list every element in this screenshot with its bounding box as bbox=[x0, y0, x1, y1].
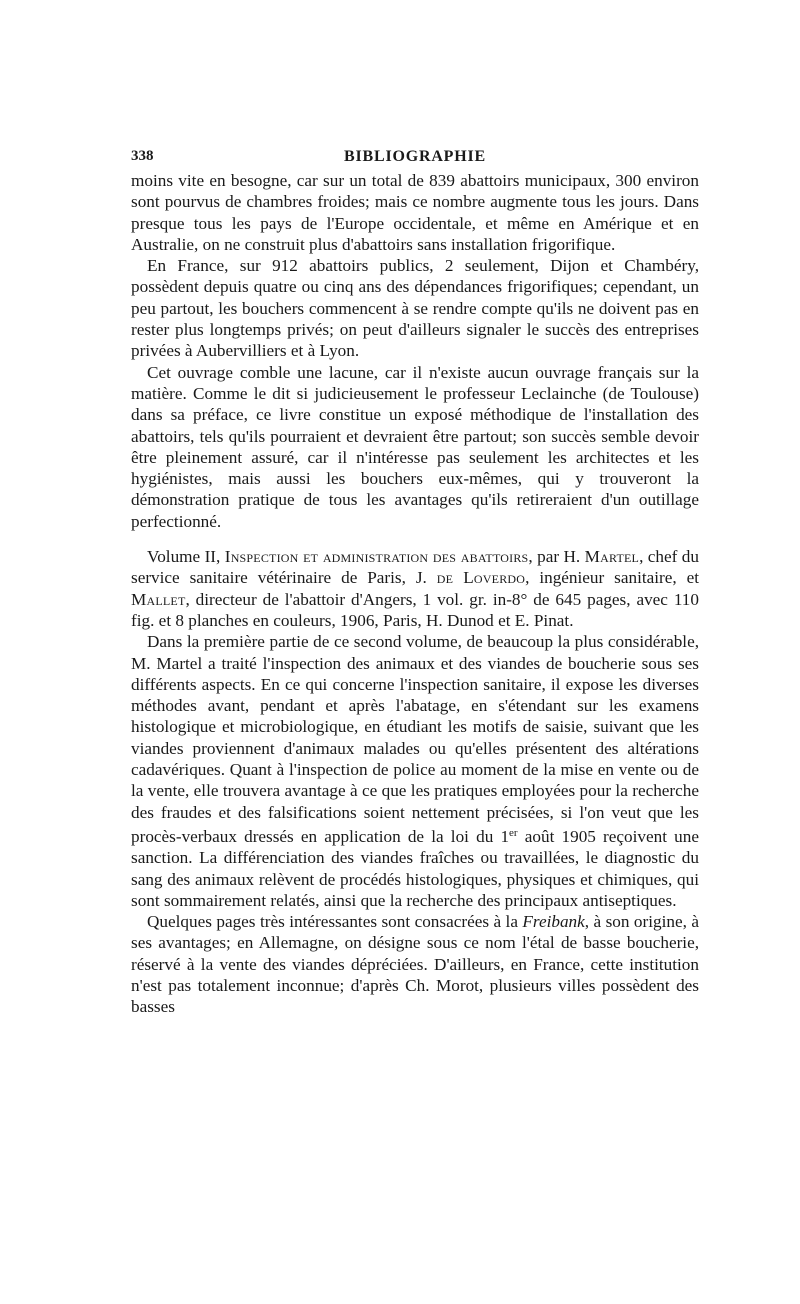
volume-entry-text-3: , chef du service sanitaire vétérinaire de Paris, J. bbox=[131, 547, 699, 588]
volume-title: Inspection et administration des abattoirs bbox=[224, 547, 529, 567]
inspection-text-1: Dans la première partie de ce second volume, de beaucoup la plus considérable, M. Martel a traité l'inspection des animaux et des viandes de boucherie sous ses différents aspects. En ce qui concerne l'inspection sanitaire, il expose les diverses méthodes avant, pendant et après l'abatage, en s'étendant sur les examens histologique et microbiologique, en étudiant les motifs de saisie, suivant que les viandes proviennent d'animaux malades ou qu'elles présentent des altérations cadavériques. Quant à l'inspection de police au moment de la mise en vente ou de la vente, elle trouvera avantage à ce que les pratiques employées pour la recherche des fraudes et des falsifications soient nettement précisées, si l'on veut que les procès-verbaux dressés en application de la loi du 1 bbox=[131, 632, 699, 846]
volume-entry bbox=[131, 546, 699, 631]
author-mallet: Mallet bbox=[131, 589, 186, 609]
paragraph-inspection bbox=[131, 631, 699, 911]
freibank-term: Freibank bbox=[522, 912, 585, 932]
author-martel: Martel bbox=[584, 547, 640, 567]
freibank-text-2: , à son origine, à ses avantages; en Allemagne, on désigne sous ce nom l'étal de basse boucherie, réservé à la vente des viandes dépréciées. D'ailleurs, en France, cette institution n'est pas totalement inconnue; d'après Ch. Morot, plusieurs villes possèdent des basses bbox=[131, 912, 699, 1017]
superscript-er: er bbox=[509, 826, 518, 839]
paragraph-france-abattoirs: En France, sur 912 abattoirs publics, 2 seulement, Dijon et Chambéry, possèdent depuis quatre ou cinq ans des dépendances frigorifiques; cependant, un peu partout, les bouchers commencent à se rendre compte qu'ils ne doivent pas en rester plus longtemps privés; on peut d'ailleurs signaler le succès des entreprises privées à Aubervilliers et à Lyon. bbox=[131, 256, 699, 361]
volume-entry-text-2: , par H. bbox=[528, 547, 585, 567]
paragraph-ouvrage-lacune: Cet ouvrage comble une lacune, car il n'existe aucun ouvrage français sur la matière. Comme le dit si judicieusement le professeur Leclainche (de Toulouse) dans sa préface, ce livre constitue un exposé méthodique de l'installation des abattoirs, tels qu'ils pourraient et devraient être partout; son succès semble devoir être pleinement assuré, car il n'intéresse pas seulement les architectes et les hygiénistes, mais aussi les bouchers eux-mêmes, qui y trouveront la démonstration pratique de tous les avantages qu'ils retireraient d'un outillage perfectionné. bbox=[131, 362, 699, 531]
document-page bbox=[131, 142, 699, 1292]
volume-entry-text-5: , directeur de l'abattoir d'Angers, 1 vol. gr. in-8° de 645 pages, avec 110 fig. et 8 planches en couleurs, 1906, Paris, H. Dunod et E. Pinat. bbox=[131, 589, 699, 630]
author-loverdo: de Loverdo bbox=[436, 568, 526, 588]
inspection-text-2: août 1905 reçoivent une sanction. La différenciation des viandes fraîches ou travaillées, le diagnostic du sang des animaux relèvent de procédés histologiques, physiques et chimiques, qui sont sommairement relatés, ainsi que la recherche des principaux antiseptiques. bbox=[131, 826, 699, 910]
page-number: 338 bbox=[131, 148, 154, 164]
paragraph-freibank bbox=[131, 911, 699, 1017]
paragraph-continuation: moins vite en besogne, car sur un total de 839 abattoirs municipaux, 300 environ sont pourvus de chambres froides; mais ce nombre augmente tous les jours. Dans presque tous les pays de l'Europe occidentale, et même en Amérique et en Australie, on ne construit plus d'abattoirs sans installation frigorifique. bbox=[131, 171, 699, 254]
page-header bbox=[131, 142, 699, 170]
volume-entry-text-1: Volume II, bbox=[147, 547, 225, 567]
freibank-text-1: Quelques pages très intéressantes sont consacrées à la bbox=[147, 912, 523, 932]
volume-entry-text-4: , ingénieur sanitaire, et bbox=[525, 568, 699, 588]
running-title: BIBLIOGRAPHIE bbox=[344, 148, 486, 165]
